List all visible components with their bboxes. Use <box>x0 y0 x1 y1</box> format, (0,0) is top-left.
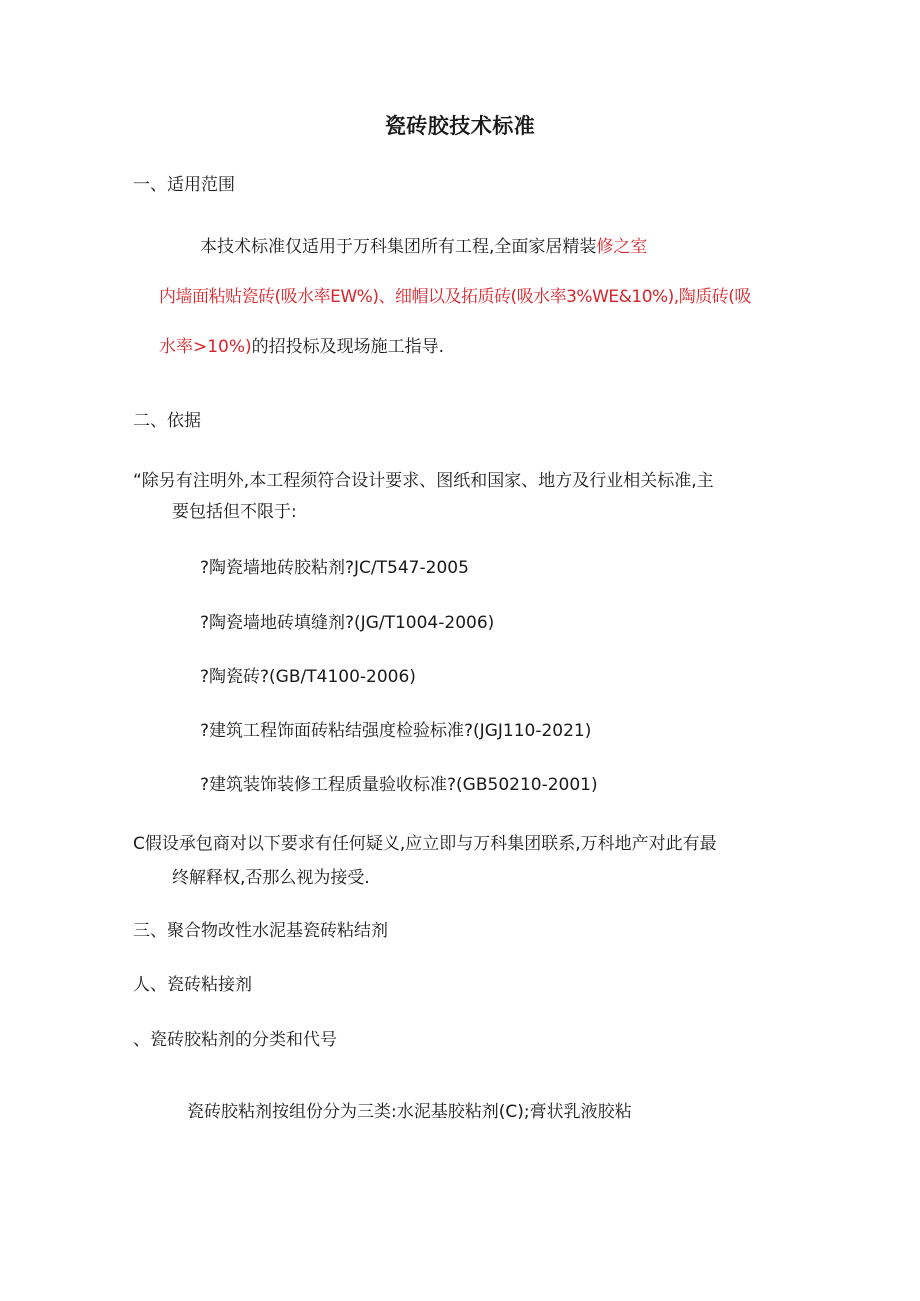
scope-text-red: 修之室 <box>596 237 648 257</box>
scope-paragraph-line-1 <box>200 235 647 259</box>
basis-note-line-1: C假设承包商对以下要求有任何疑义,应立即与万科集团联系,万科地产对此有最 <box>133 834 717 854</box>
scope-text-black-2: 的招投标及现场施工指导. <box>251 337 445 357</box>
classification-paragraph: 瓷砖胶粘剂按组份分为三类:水泥基胶粘剂(C);膏状乳液胶粘 <box>187 1102 632 1122</box>
standard-item: ?陶瓷墙地砖胶粘剂?JC/T547-2005 <box>200 558 469 578</box>
basis-intro-line-2: 要包括但不限于: <box>172 502 297 522</box>
standard-item: ?建筑工程饰面砖粘结强度检验标准?(JGJ110-2021) <box>200 721 592 741</box>
section-heading-basis: 二、依据 <box>133 411 201 431</box>
scope-paragraph-line-2: 内墙面粘贴瓷砖(吸水率EW%)、细帽以及拓质砖(吸水率3%WE&10%),陶质砖(吸 <box>159 287 751 307</box>
scope-text-black: 本技术标准仅适用于万科集团所有工程,全面家居精装 <box>200 237 597 257</box>
subsection-heading-b: 、瓷砖胶粘剂的分类和代号 <box>133 1030 337 1050</box>
basis-intro-line-1: “除另有注明外,本工程须符合设计要求、图纸和国家、地方及行业相关标准,主 <box>133 471 714 491</box>
document-title: 瓷砖胶技术标准 <box>384 114 536 138</box>
basis-note-line-2: 终解释权,否那么视为接受. <box>172 868 370 888</box>
subsection-heading-a: 人、瓷砖粘接剂 <box>133 975 252 995</box>
standard-item: ?建筑装饰装修工程质量验收标准?(GB50210-2001) <box>200 775 598 795</box>
section-heading-scope: 一、适用范围 <box>133 175 235 195</box>
scope-paragraph-line-3 <box>159 335 444 359</box>
section-heading-adhesive: 三、聚合物改性水泥基瓷砖粘结剂 <box>133 921 388 941</box>
standard-item: ?陶瓷砖?(GB/T4100-2006) <box>200 667 416 687</box>
standard-item: ?陶瓷墙地砖填缝剂?(JG/T1004-2006) <box>200 613 495 633</box>
scope-text-red-2: 水率>10%) <box>159 337 252 357</box>
